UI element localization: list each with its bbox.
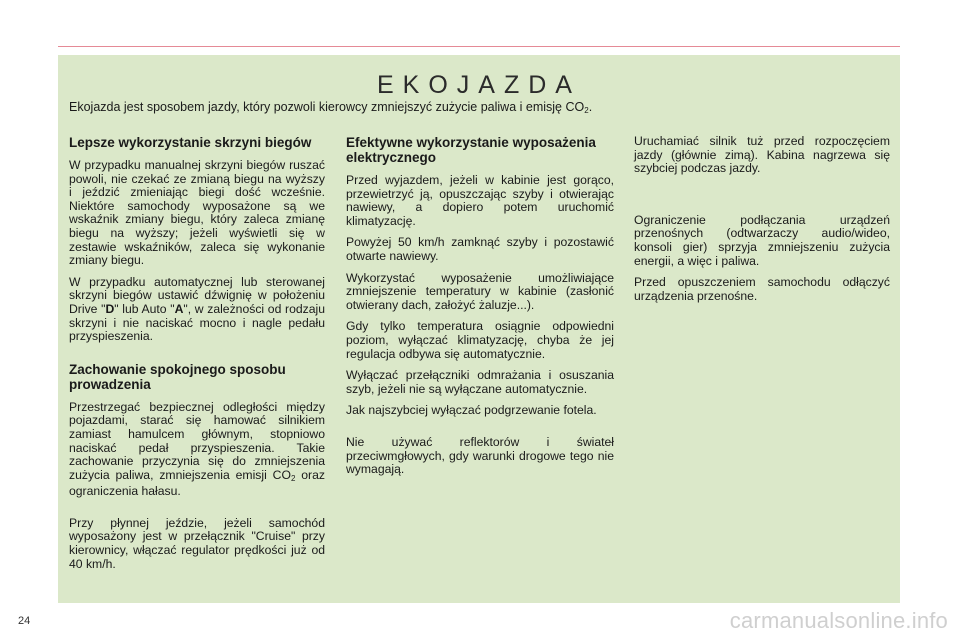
intro-subscript: 2 (584, 106, 589, 115)
paragraph-defrost: Wyłączać przełączniki odmrażania i osuszania szyb, jeżeli nie są wyłączane automatycznie. (346, 368, 614, 396)
paragraph-seat-heating: Jak najszybciej wyłączać podgrzewanie fotela. (346, 403, 597, 418)
auto-letter: A (174, 301, 184, 316)
paragraph-portable-devices: Ograniczenie podłączania urządzeń przenośnych (odtwarzaczy audio/wideo, konsoli gier) sprzyja zmniejszeniu zużycia energii, a więc i paliwa. (634, 212, 890, 268)
intro-end: . (588, 100, 593, 114)
page-number: 24 (18, 615, 31, 627)
paragraph-ventilate: Przed wyjazdem, jeżeli w kabinie jest gorąco, przewietrzyć ją, opuszczając szyby i otwierając nawiewy, a dopiero potem uruchomić klimatyzację. (346, 173, 614, 228)
intro-paragraph (69, 100, 889, 118)
page-title: EKOJAZDA (377, 71, 581, 99)
paragraph-cruise: Przy płynnej jeździe, jeżeli samochód wyposażony jest w przełącznik "Cruise" przy kierownicy, włączać regulator prędkości już od 40 km/h. (69, 515, 325, 571)
paragraph-ac-off: Gdy tylko temperatura osiągnie odpowiedni poziom, wyłączać klimatyzację, chyba że jej regulacja odbywa się automatycznie. (346, 319, 614, 361)
text-segment: ", w zależności od rodzaju skrzyni i nie naciskać mocno i nagle pedału przyspieszenia. (69, 301, 325, 344)
intro-text: Ekojazda jest sposobem jazdy, który pozwoli kierowcy zmniejszyć zużycie paliwa i emisję CO (69, 100, 585, 114)
text-segment: Przestrzegać bezpiecznej odległości między pojazdami, starać się hamować silnikiem zamiast hamulcem głównym, stopniowo naciskać pedał przyspieszenia. Takie zachowanie przyczynia się do zmniejszenia zużycia paliwa, zmniejszenia emisji CO (69, 399, 325, 482)
text-segment: W przypadku automatycznej lub sterowanej skrzyni biegów ustawić dźwignię w położeniu Drive " (69, 274, 325, 316)
drive-letter: D (105, 301, 115, 316)
heading-calm-driving: Zachowanie spokojnego sposobu prowadzenia (69, 361, 286, 392)
paragraph-manual-gearbox: W przypadku manualnej skrzyni biegów ruszać powoli, nie czekać ze zmianą biegu na wyższy i jeździć zmieniając biegi dość wcześnie. Niektóre samochody wyposażone są we wskaźnik zmiany biegu, który zaleca zmianę biegu na wyższy; jeżeli wyświetli się w zestawie wskaźników, zaleca się wykonanie zmiany biegu. (69, 158, 325, 268)
heading-gearbox: Lepsze wykorzystanie skrzyni biegów (69, 135, 312, 150)
paragraph-fog-lights: Nie używać reflektorów i świateł przeciwmgłowych, gdy warunki drogowe tego nie wymagają. (346, 434, 614, 477)
heading-electrical: Efektywne wykorzystanie wyposażenia elektrycznego (346, 135, 596, 165)
paragraph-close-windows: Powyżej 50 km/h zamknąć szyby i pozostawić otwarte nawiewy. (346, 235, 614, 263)
paragraph-automatic-gearbox (69, 276, 325, 344)
paragraph-reduce-temperature: Wykorzystać wyposażenie umożliwiające zmniejszenie temperatury w kabinie (zasłonić otwierany dach, założyć żaluzje...). (346, 270, 614, 312)
text-segment: " lub Auto " (114, 301, 175, 316)
text-segment: oraz ograniczenia hałasu. (69, 467, 325, 499)
co2-subscript: 2 (290, 473, 296, 483)
paragraph-start-engine: Uruchamiać silnik tuż przed rozpoczęciem jazdy (głównie zimą). Kabina nagrzewa się szybciej podczas jazdy. (634, 134, 890, 176)
paragraph-unplug-devices: Przed opuszczeniem samochodu odłączyć urządzenia przenośne. (634, 275, 890, 303)
column-right (634, 135, 890, 311)
content-panel (58, 55, 900, 603)
top-divider (58, 46, 900, 47)
watermark: carmanualsonline.info (729, 608, 948, 633)
paragraph-safe-distance (69, 401, 325, 499)
column-middle (346, 135, 614, 485)
column-left (69, 135, 325, 579)
